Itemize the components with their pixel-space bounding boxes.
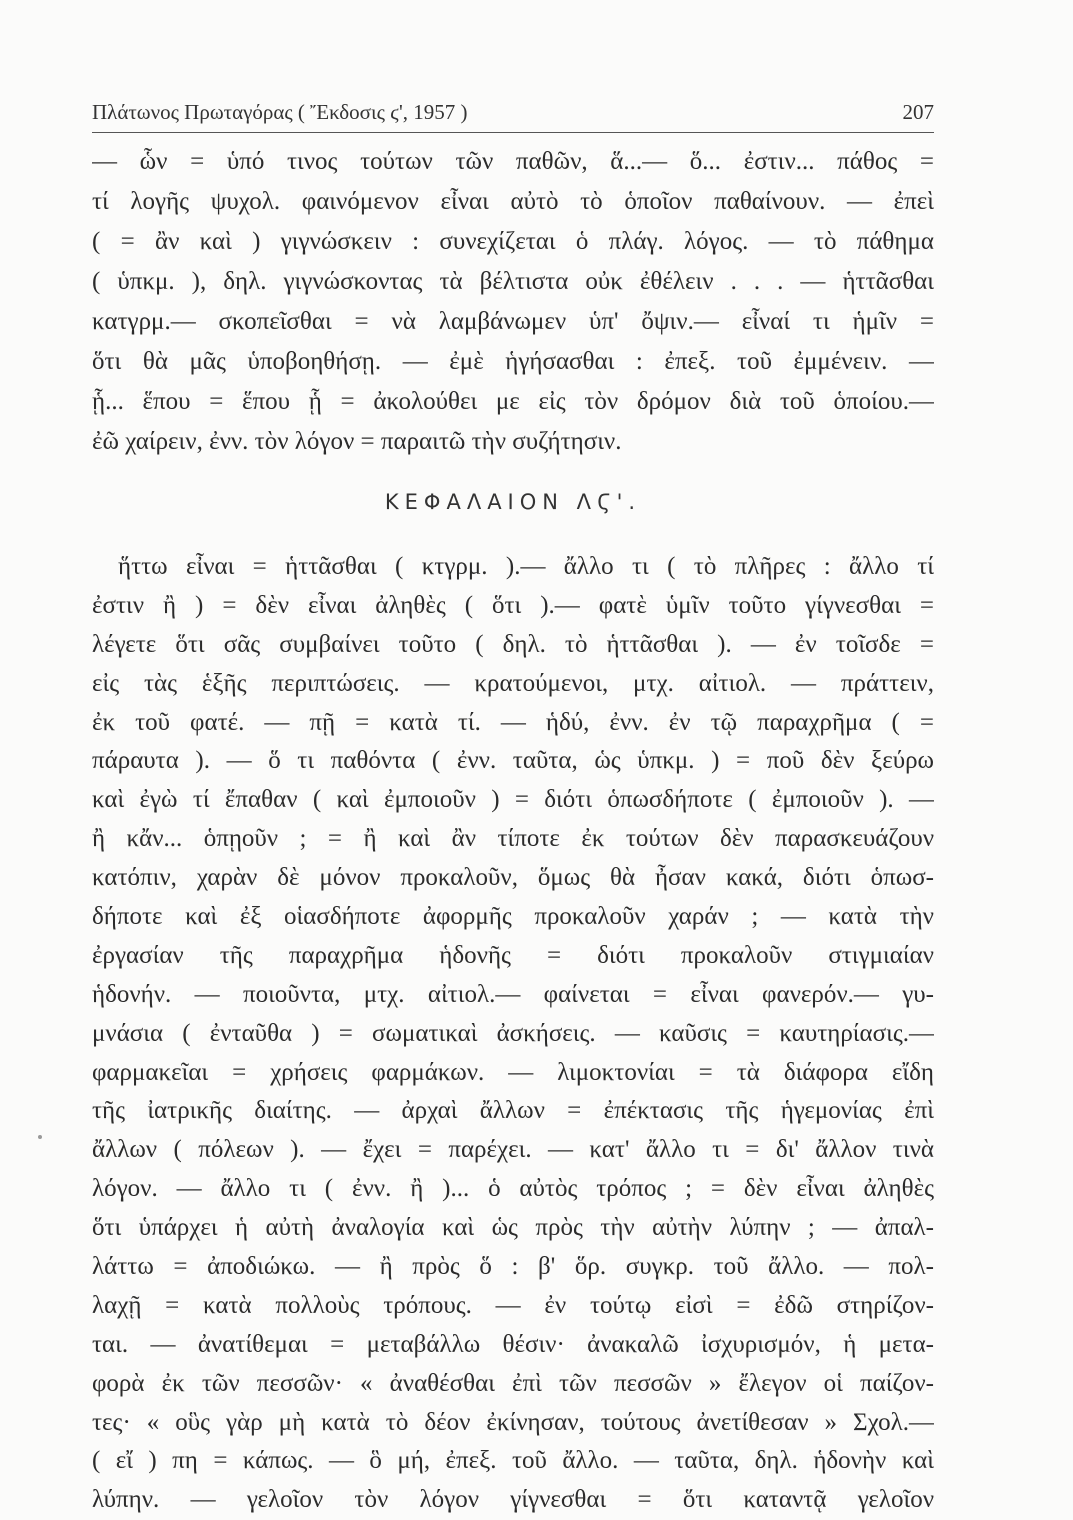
text-line: κατγρμ.— σκοπεῖσθαι = νὰ λαμβάνωμεν ὑπ' ὄψιν.— εἶναί τι ἡμῖν = <box>92 308 934 335</box>
text-line: λόγον. — ἄλλο τι ( ἐνν. ἢ )... ὁ αὐτὸς τρόπος ; = δὲν εἶναι ἀληθὲς <box>92 1175 934 1203</box>
text-line: καὶ ἐγὼ τί ἔπαθαν ( καὶ ἐμποιοῦν ) = διότι ὁπωσδήποτε ( ἐμποιοῦν ). — <box>92 786 934 814</box>
running-header <box>92 98 934 133</box>
text-line: ἐκ τοῦ φατέ. — πῇ = κατὰ τί. — ἡδύ, ἐνν. ἐν τῷ παραχρῆμα ( = <box>92 708 934 736</box>
text-line: ἢ κἄν... ὁπῃοῦν ; = ἢ καὶ ἂν τίποτε ἐκ τούτων δὲν παρασκευάζουν <box>92 825 934 853</box>
text-line: ὅτι θὰ μᾶς ὑποβοηθήσῃ. — ἐμὲ ἡγήσασθαι : ἐπεξ. τοῦ ἐμμένειν. — <box>92 348 934 375</box>
text-line: φαρμακεῖαι = χρήσεις φαρμάκων. — λιμοκτονίαι = τὰ διάφορα εἴδη <box>92 1058 934 1086</box>
text-line: ( εἴ ) πη = κάπως. — ὃ μή, ἐπεξ. τοῦ ἄλλο. — ταῦτα, δηλ. ἡδονὴν καὶ <box>92 1447 934 1475</box>
text-line: τες· « οὓς γὰρ μὴ κατὰ τὸ δέον ἐκίνησαν, τούτους ἀνετίθεσαν » Σχολ.— <box>92 1408 934 1436</box>
margin-speck <box>38 1135 42 1139</box>
commentary-main <box>92 548 934 1520</box>
text-line: κατόπιν, χαρὰν δὲ μόνον προκαλοῦν, ὅμως θὰ ἦσαν κακά, διότι ὁπωσ- <box>92 864 934 892</box>
text-line: ὅτι ὑπάρχει ἡ αὐτὴ ἀναλογία καὶ ὡς πρὸς τὴν αὐτὴν λύπην ; — ἀπαλ- <box>92 1214 934 1242</box>
text-line: ( = ἂν καὶ ) γιγνώσκειν : συνεχίζεται ὁ πλάγ. λόγος. — τὸ πάθημα <box>92 228 934 255</box>
text-line: μνάσια ( ἐνταῦθα ) = σωματικαὶ ἀσκήσεις. — καῦσις = καυτηρίασις.— <box>92 1019 934 1047</box>
text-line: ἐργασίαν τῆς παραχρῆμα ἡδονῆς = διότι προκαλοῦν στιγμιαίαν <box>92 941 934 969</box>
text-line: ἥττω εἶναι = ἡττᾶσθαι ( κτγρμ. ).— ἄλλο τι ( τὸ πλῆρες : ἄλλο τί <box>118 553 934 580</box>
text-line: τί λογῆς ψυχολ. φαινόμενον εἶναι αὐτὸ τὸ ὁποῖον παθαίνουν. — ἐπεὶ <box>92 188 934 215</box>
text-line: — ὧν = ὑπό τινος τούτων τῶν παθῶν, ἅ...— ὅ... ἐστιν... πάθος = <box>92 148 934 175</box>
text-line: ( ὑπκμ. ), δηλ. γιγνώσκοντας τὰ βέλτιστα οὐκ ἐθέλειν . . . — ἡττᾶσθαι <box>92 268 934 295</box>
commentary-top <box>92 142 934 462</box>
chapter-heading: ΚΕΦΑΛΑΙΟΝ ΛϚ'. <box>384 490 642 514</box>
text-line: λάττω = ἀποδιώκω. — ἢ πρὸς ὅ : β' ὅρ. συγκρ. τοῦ ἄλλο. — πολ- <box>92 1253 934 1281</box>
text-line: λέγετε ὅτι σᾶς συμβαίνει τοῦτο ( δηλ. τὸ ἡττᾶσθαι ). — ἐν τοῖσδε = <box>92 630 934 658</box>
text-line: δήποτε καὶ ἐξ οἱασδήποτε ἀφορμῆς προκαλοῦν χαράν ; — κατὰ τὴν <box>92 903 934 931</box>
text-line: λαχῇ = κατὰ πολλοὺς τρόπους. — ἐν τούτῳ εἰσὶ = ἐδῶ στηρίζον- <box>92 1291 934 1319</box>
text-line: ἡδονήν. — ποιοῦντα, μτχ. αἰτιολ.— φαίνεται = εἶναι φανερόν.— γυ- <box>92 980 934 1008</box>
text-line: ται. — ἀνατίθεμαι = μεταβάλλω θέσιν· ἀνακαλῶ ἰσχυρισμόν, ἡ μετα- <box>92 1330 934 1358</box>
text-line: ᾗ... ἕπου = ἕπου ᾗ = ἀκολούθει με εἰς τὸν δρόμον διὰ τοῦ ὁποίου.— <box>92 388 934 415</box>
text-line: λύπην. — γελοῖον τὸν λόγον γίγνεσθαι = ὅτι καταντᾷ γελοῖον <box>92 1486 934 1514</box>
text-line: ἐστιν ἢ ) = δὲν εἶναι ἀληθὲς ( ὅτι ).— φατὲ ὑμῖν τοῦτο γίγνεσθαι = <box>92 591 934 619</box>
text-line: ἄλλων ( πόλεων ). — ἔχει = παρέχει. — κατ' ἄλλο τι = δι' ἄλλον τινὰ <box>92 1136 934 1164</box>
text-line: τῆς ἰατρικῆς διαίτης. — ἀρχαὶ ἄλλων = ἐπέκτασις τῆς ἡγεμονίας ἐπὶ <box>92 1097 934 1125</box>
text-line: ἐῶ χαίρειν, ἐνν. τὸν λόγον = παραιτῶ τὴν συζήτησιν. <box>92 428 622 455</box>
text-line: φορὰ ἐκ τῶν πεσσῶν· « ἀναθέσθαι ἐπὶ τῶν πεσσῶν » ἔλεγον οἱ παίζον- <box>92 1369 934 1397</box>
text-line: εἰς τὰς ἑξῆς περιπτώσεις. — κρατούμενοι, μτχ. αἰτιολ. — πράττειν, <box>92 669 934 697</box>
running-title: Πλάτωνος Πρωταγόρας ( Ἔκδοσις ϛ', 1957 ) <box>92 100 468 124</box>
text-line: πάραυτα ). — ὅ τι παθόντα ( ἐνν. ταῦτα, ὡς ὑπκμ. ) = ποῦ δὲν ξεύρω <box>92 747 934 775</box>
page-number: 207 <box>902 100 934 124</box>
